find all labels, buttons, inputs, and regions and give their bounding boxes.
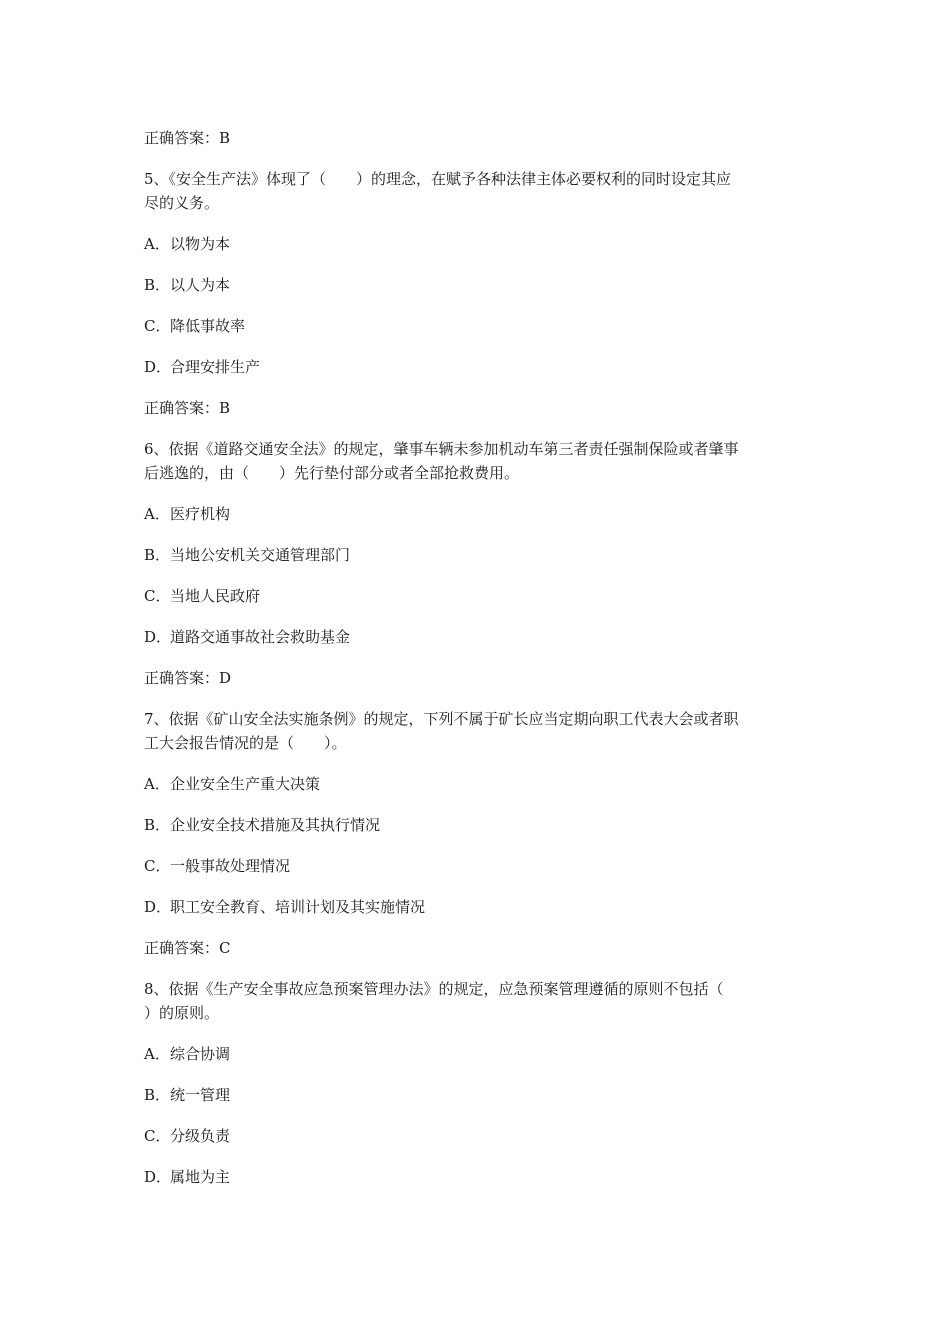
question-8: [144, 977, 814, 1025]
question-text-line: 后逃逸的，由（ ）先行垫付部分或者全部抢救费用。: [144, 464, 520, 482]
option-b: [144, 273, 814, 297]
option-text: 以人为本: [170, 276, 231, 294]
option-letter: A．: [144, 1045, 170, 1063]
option-a: [144, 502, 814, 526]
answer-line: 正确答案：B: [144, 129, 231, 147]
option-letter: B．: [144, 276, 171, 294]
option-letter: A．: [144, 235, 170, 253]
option-a: [144, 772, 814, 796]
option-a: [144, 232, 814, 256]
option-text: 企业安全生产重大决策: [170, 775, 321, 793]
document-page: [144, 126, 814, 1206]
question-5: [144, 167, 814, 215]
option-c: [144, 1124, 814, 1148]
question-text-line: 尽的义务。: [144, 194, 220, 212]
option-d: [144, 895, 814, 919]
question-text-line: 工大会报告情况的是（ ）。: [144, 734, 347, 752]
option-text: 一般事故处理情况: [170, 857, 291, 875]
option-d: [144, 625, 814, 649]
option-c: [144, 854, 814, 878]
option-letter: D．: [144, 1168, 172, 1186]
option-c: [144, 584, 814, 608]
option-text: 以物为本: [170, 235, 231, 253]
option-text: 属地为主: [170, 1168, 231, 1186]
question-text-line: 5、《安全生产法》体现了（ ）的理念，在赋予各种法律主体必要权利的同时设定其应: [144, 170, 732, 188]
question-text-line: ）的原则。: [144, 1004, 220, 1022]
option-letter: D．: [144, 358, 172, 376]
question-text-line: 8、依据《生产安全事故应急预案管理办法》的规定，应急预案管理遵循的原则不包括（: [144, 980, 724, 998]
option-text: 当地人民政府: [170, 587, 261, 605]
option-letter: B．: [144, 1086, 171, 1104]
option-text: 医疗机构: [170, 505, 231, 523]
option-text: 综合协调: [170, 1045, 231, 1063]
answer-line: 正确答案：D: [144, 669, 232, 687]
answer-line: 正确答案：C: [144, 939, 231, 957]
option-letter: C．: [144, 317, 171, 335]
option-text: 合理安排生产: [170, 358, 261, 376]
option-letter: A．: [144, 505, 170, 523]
option-b: [144, 1083, 814, 1107]
question-text-line: 6、依据《道路交通安全法》的规定，肇事车辆未参加机动车第三者责任强制保险或者肇事: [144, 440, 739, 458]
option-letter: D．: [144, 628, 172, 646]
option-text: 职工安全教育、培训计划及其实施情况: [170, 898, 426, 916]
option-text: 降低事故率: [170, 317, 246, 335]
question-7: [144, 707, 814, 755]
option-letter: C．: [144, 1127, 171, 1145]
option-letter: B．: [144, 546, 171, 564]
option-d: [144, 355, 814, 379]
option-d: [144, 1165, 814, 1189]
option-a: [144, 1042, 814, 1066]
option-text: 企业安全技术措施及其执行情况: [170, 816, 381, 834]
option-b: [144, 543, 814, 567]
option-c: [144, 314, 814, 338]
option-text: 分级负责: [170, 1127, 231, 1145]
option-letter: C．: [144, 587, 171, 605]
option-letter: C．: [144, 857, 171, 875]
option-text: 道路交通事故社会救助基金: [170, 628, 351, 646]
answer-line: 正确答案：B: [144, 399, 231, 417]
option-text: 统一管理: [170, 1086, 231, 1104]
option-letter: A．: [144, 775, 170, 793]
option-letter: B．: [144, 816, 171, 834]
question-text-line: 7、依据《矿山安全法实施条例》的规定，下列不属于矿长应当定期向职工代表大会或者职: [144, 710, 739, 728]
option-b: [144, 813, 814, 837]
option-text: 当地公安机关交通管理部门: [170, 546, 351, 564]
question-6: [144, 437, 814, 485]
option-letter: D．: [144, 898, 172, 916]
